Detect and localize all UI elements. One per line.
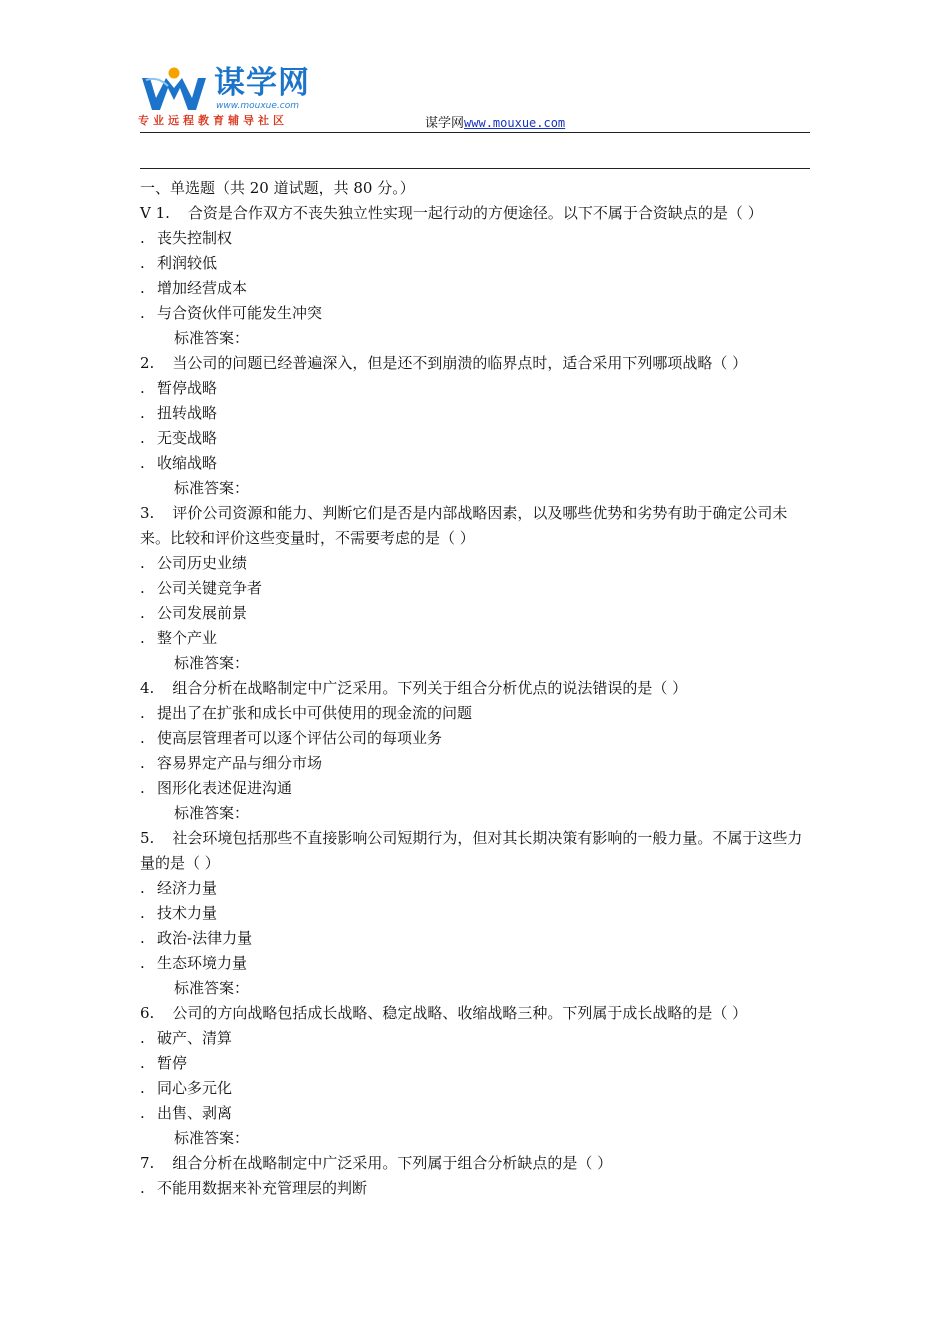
option-bullet: . — [140, 754, 145, 772]
exam-content — [140, 176, 812, 1201]
question-number: 3. — [140, 504, 155, 522]
answer-option[interactable] — [140, 751, 812, 776]
answer-option[interactable] — [140, 576, 812, 601]
answer-option[interactable] — [140, 926, 812, 951]
option-label: 技术力量 — [157, 904, 218, 922]
mouxue-logo[interactable] — [138, 64, 328, 130]
logo-m-icon — [138, 66, 210, 114]
answer-option[interactable] — [140, 876, 812, 901]
question-stem: 公司的方向战略包括成长战略、稳定战略、收缩战略三种。下列属于成长战略的是（ ） — [172, 1004, 748, 1022]
standard-answer-label: 标准答案： — [174, 654, 250, 672]
question-item — [140, 501, 812, 676]
answer-option[interactable] — [140, 401, 812, 426]
option-bullet: . — [140, 554, 145, 572]
question-list — [140, 201, 812, 1201]
answer-option[interactable] — [140, 601, 812, 626]
question-text — [140, 501, 812, 551]
option-bullet: . — [140, 229, 145, 247]
content-divider — [140, 168, 810, 169]
question-item — [140, 1001, 812, 1151]
option-bullet: . — [140, 729, 145, 747]
answer-option[interactable] — [140, 1101, 812, 1126]
option-bullet: . — [140, 254, 145, 272]
question-number: 6. — [140, 1004, 155, 1022]
answer-option[interactable] — [140, 726, 812, 751]
logo-slogan: 专业远程教育辅导社区 — [138, 114, 288, 127]
question-text — [140, 1001, 812, 1026]
question-text — [140, 351, 812, 376]
option-label: 提出了在扩张和成长中可供使用的现金流的问题 — [157, 704, 473, 722]
option-label: 公司关键竞争者 — [157, 579, 263, 597]
answer-option[interactable] — [140, 776, 812, 801]
answer-option[interactable] — [140, 426, 812, 451]
option-bullet: . — [140, 929, 145, 947]
option-label: 扭转战略 — [157, 404, 218, 422]
option-bullet: . — [140, 404, 145, 422]
option-label: 破产、清算 — [157, 1029, 233, 1047]
option-bullet: . — [140, 1179, 145, 1197]
option-bullet: . — [140, 954, 145, 972]
standard-answer-label: 标准答案： — [174, 804, 250, 822]
option-bullet: . — [140, 379, 145, 397]
option-label: 暂停战略 — [157, 379, 218, 397]
question-item — [140, 676, 812, 826]
logo-name: 谋学网 — [214, 65, 310, 101]
option-label: 丧失控制权 — [157, 229, 233, 247]
option-label: 政治-法律力量 — [157, 929, 253, 947]
question-stem: 合资是合作双方不丧失独立性实现一起行动的方便途径。以下不属于合资缺点的是（ ） — [187, 204, 763, 222]
answer-option[interactable] — [140, 1051, 812, 1076]
question-text — [140, 826, 812, 876]
question-number: 5. — [140, 829, 155, 847]
option-bullet: . — [140, 1104, 145, 1122]
option-label: 收缩战略 — [157, 454, 218, 472]
answer-option[interactable] — [140, 1076, 812, 1101]
question-item — [140, 351, 812, 501]
option-label: 增加经营成本 — [157, 279, 248, 297]
option-bullet: . — [140, 879, 145, 897]
question-text — [140, 201, 812, 226]
standard-answer-label: 标准答案： — [174, 479, 250, 497]
answer-option[interactable] — [140, 376, 812, 401]
question-number: 2. — [140, 354, 155, 372]
option-bullet: . — [140, 1079, 145, 1097]
option-label: 图形化表述促进沟通 — [157, 779, 293, 797]
answer-option[interactable] — [140, 626, 812, 651]
option-label: 同心多元化 — [157, 1079, 233, 1097]
option-bullet: . — [140, 304, 145, 322]
site-link[interactable]: www.mouxue.com — [464, 116, 566, 130]
option-label: 公司历史业绩 — [157, 554, 248, 572]
option-bullet: . — [140, 1054, 145, 1072]
option-label: 出售、剥离 — [157, 1104, 233, 1122]
option-bullet: . — [140, 579, 145, 597]
question-item — [140, 1151, 812, 1201]
question-stem: 评价公司资源和能力、判断它们是否是内部战略因素，以及哪些优势和劣势有助于确定公司未来。比较和评价这些变量时，不需要考虑的是（ ） — [140, 504, 788, 547]
logo-url: www.mouxue.com — [216, 101, 299, 111]
option-label: 生态环境力量 — [157, 954, 248, 972]
option-bullet: . — [140, 779, 145, 797]
question-item — [140, 201, 812, 351]
question-stem: 社会环境包括那些不直接影响公司短期行为，但对其长期决策有影响的一般力量。不属于这些力量的是（ ） — [140, 829, 803, 872]
option-label: 公司发展前景 — [157, 604, 248, 622]
option-bullet: . — [140, 429, 145, 447]
header-site-reference — [425, 115, 565, 132]
section-title: 一、单选题（共 20 道试题，共 80 分。） — [140, 179, 415, 197]
option-label: 使高层管理者可以逐个评估公司的每项业务 — [157, 729, 443, 747]
question-number: V 1. — [140, 204, 170, 222]
answer-option[interactable] — [140, 1026, 812, 1051]
option-bullet: . — [140, 904, 145, 922]
answer-option[interactable] — [140, 276, 812, 301]
option-bullet: . — [140, 704, 145, 722]
header-divider — [140, 132, 810, 133]
answer-option[interactable] — [140, 901, 812, 926]
option-bullet: . — [140, 279, 145, 297]
option-bullet: . — [140, 454, 145, 472]
answer-option[interactable] — [140, 551, 812, 576]
answer-option[interactable] — [140, 301, 812, 326]
answer-option[interactable] — [140, 701, 812, 726]
question-stem: 组合分析在战略制定中广泛采用。下列关于组合分析优点的说法错误的是（ ） — [172, 679, 688, 697]
option-label: 无变战略 — [157, 429, 218, 447]
option-label: 经济力量 — [157, 879, 218, 897]
answer-option[interactable] — [140, 1176, 812, 1201]
option-bullet: . — [140, 604, 145, 622]
question-text — [140, 1151, 812, 1176]
answer-option[interactable] — [140, 251, 812, 276]
option-label: 利润较低 — [157, 254, 218, 272]
option-label: 整个产业 — [157, 629, 218, 647]
question-stem: 当公司的问题已经普遍深入，但是还不到崩溃的临界点时，适合采用下列哪项战略（ ） — [172, 354, 748, 372]
answer-option[interactable] — [140, 226, 812, 251]
standard-answer-label: 标准答案： — [174, 979, 250, 997]
option-label: 不能用数据来补充管理层的判断 — [157, 1179, 368, 1197]
question-number: 4. — [140, 679, 155, 697]
question-stem: 组合分析在战略制定中广泛采用。下列属于组合分析缺点的是（ ） — [172, 1154, 613, 1172]
question-number: 7. — [140, 1154, 155, 1172]
option-label: 容易界定产品与细分市场 — [157, 754, 323, 772]
option-label: 暂停 — [157, 1054, 188, 1072]
option-label: 与合资伙伴可能发生冲突 — [157, 304, 323, 322]
option-bullet: . — [140, 629, 145, 647]
question-item — [140, 826, 812, 1001]
option-bullet: . — [140, 1029, 145, 1047]
standard-answer-label: 标准答案： — [174, 1129, 250, 1147]
answer-option[interactable] — [140, 451, 812, 476]
question-text — [140, 676, 812, 701]
answer-option[interactable] — [140, 951, 812, 976]
site-label: 谋学网 — [425, 116, 465, 131]
standard-answer-label: 标准答案： — [174, 329, 250, 347]
